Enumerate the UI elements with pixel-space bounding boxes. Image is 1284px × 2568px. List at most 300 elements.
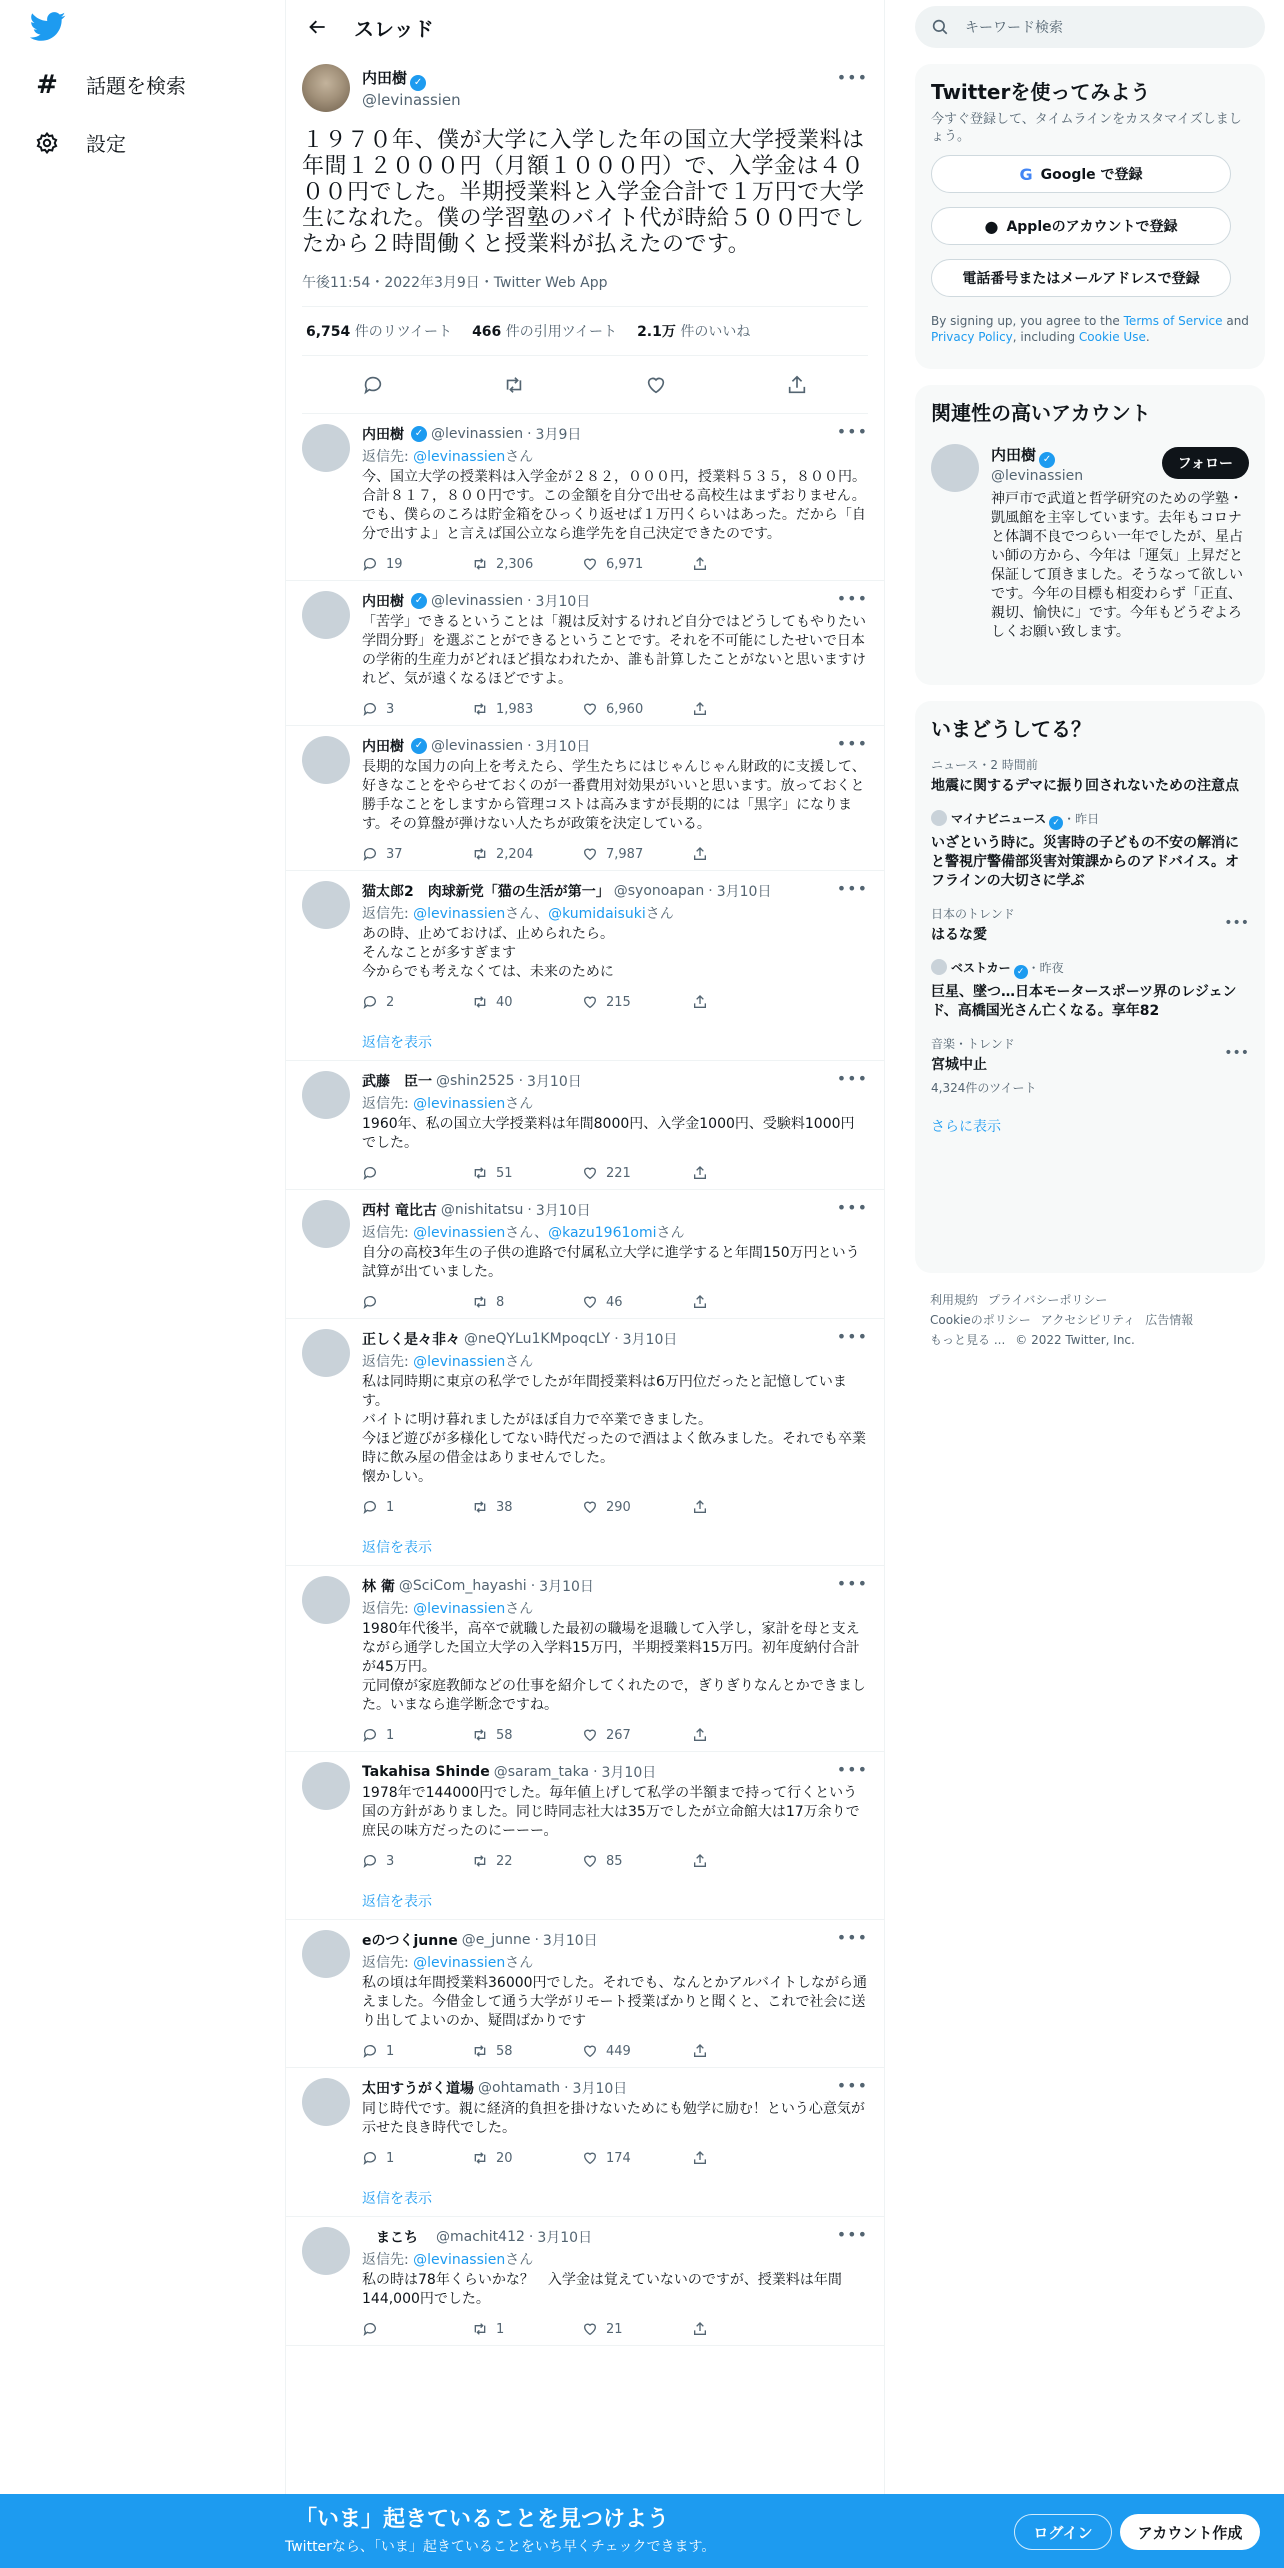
reply-text: 1980年代後半，高卒で就職した最初の職場を退職して入学し，家計を母と支えながら通学した国立大学の入学料15万円，半期授業料15万円。初年度納付合計が45万円。 元同僚が家庭教師などの仕事を紹介してくれたので，ぎりぎりなんとかできました。いまなら進学断念ですね。: [362, 1621, 866, 1713]
reply-tweet[interactable]: [286, 726, 884, 871]
like-button[interactable]: [645, 374, 667, 396]
like-count: 6,971: [606, 556, 644, 572]
reply-date[interactable]: 3月10日: [539, 1579, 594, 1595]
retweet-button[interactable]: [503, 374, 525, 396]
retweet-count: 8: [496, 1294, 505, 1310]
login-button[interactable]: ログイン: [1014, 2514, 1112, 2550]
related-name[interactable]: 内田樹: [991, 446, 1037, 464]
reply-text: 1960年、私の国立大学授業料は年間8000円、入学金1000円、受験料1000円でした。: [362, 1116, 855, 1151]
reply-actions: [362, 1165, 868, 1181]
reply-author-handle[interactable]: @levinassien: [431, 593, 524, 609]
reply-author-handle[interactable]: @neQYLu1KMpoqcLY: [464, 1331, 611, 1347]
twitter-logo-icon[interactable]: [30, 12, 70, 46]
focus-tweet: [286, 54, 884, 414]
share-icon: [692, 1499, 708, 1515]
trends-show-more[interactable]: さらに表示: [931, 1119, 1001, 1135]
reply-author-name[interactable]: 林 衛: [362, 1579, 395, 1595]
bottom-signup-bar: [0, 2494, 1284, 2568]
trend-item[interactable]: [931, 905, 1249, 945]
retweet-button[interactable]: [472, 2043, 582, 2059]
mention-link[interactable]: @levinassien: [413, 1955, 506, 1971]
more-options-icon[interactable]: •••: [836, 1069, 868, 1088]
reply-author-name[interactable]: 西村 竜比古: [362, 1203, 437, 1219]
search-box[interactable]: [915, 6, 1265, 48]
bottom-bar-subtitle: Twitterなら、「いま」起きていることをいち早くチェックできます。: [285, 2539, 716, 2555]
trends-title: いまどうしてる？: [931, 717, 1091, 741]
like-count: 174: [606, 2150, 631, 2166]
mention-link[interactable]: @kumidaisuki: [548, 906, 646, 922]
more-options-icon[interactable]: •••: [836, 2225, 868, 2244]
retweet-icon: [472, 994, 488, 1010]
reply-icon: [362, 1165, 378, 1181]
reply-author-handle[interactable]: @e_junne: [461, 1932, 531, 1948]
reply-tweet[interactable]: [286, 1752, 884, 1920]
left-nav: [0, 0, 285, 2568]
reply-date[interactable]: 3月10日: [601, 1765, 657, 1781]
reply-header: [362, 591, 868, 611]
signup-card-title: Twitterを使ってみよう: [931, 80, 1151, 104]
avatar[interactable]: [302, 1071, 350, 1119]
focus-author-name[interactable]: 内田樹: [362, 69, 408, 87]
reply-actions: [362, 1853, 868, 1869]
avatar[interactable]: [931, 444, 979, 492]
trend-title: 巨星、墜つ…日本モータースポーツ界のレジェンド、高橋国光さん亡くなる。享年82: [931, 984, 1237, 1019]
footer-links: [930, 1290, 1250, 1350]
show-replies-link[interactable]: 返信を表示: [362, 1894, 432, 1910]
verified-badge-icon: ✓: [411, 426, 427, 442]
reply-author-handle[interactable]: @shin2525: [436, 1073, 515, 1089]
reply-date[interactable]: 3月10日: [572, 2081, 628, 2097]
trend-meta: マイナビニュース ✓ ・昨日: [931, 810, 1249, 830]
more-options-icon[interactable]: •••: [836, 1928, 868, 1947]
reply-icon: [362, 994, 378, 1010]
reply-author-name[interactable]: 武藤 臣一: [362, 1074, 432, 1090]
reply-author-handle[interactable]: @levinassien: [431, 738, 524, 754]
reply-tweet[interactable]: [286, 1920, 884, 2068]
reply-button[interactable]: [362, 2150, 472, 2166]
share-button[interactable]: [692, 2321, 708, 2337]
mention-link[interactable]: @levinassien: [413, 449, 506, 465]
reply-header: [362, 736, 868, 756]
reply-author-name[interactable]: Takahisa Shinde: [362, 1764, 490, 1780]
reply-author-name[interactable]: 内田樹: [362, 594, 404, 610]
reply-button[interactable]: [362, 556, 472, 572]
reply-count: 3: [386, 1853, 395, 1869]
like-button[interactable]: [582, 2150, 692, 2166]
reply-actions: [362, 1727, 868, 1743]
back-button[interactable]: [300, 9, 336, 45]
bottom-bar-title: 「いま」起きていることを見つけよう: [295, 2507, 670, 2532]
reply-author-handle[interactable]: @levinassien: [431, 426, 524, 442]
reply-button[interactable]: [362, 994, 472, 1010]
nav-explore[interactable]: [34, 70, 186, 99]
retweet-icon: [472, 846, 488, 862]
share-button[interactable]: [692, 2043, 708, 2059]
more-options-icon[interactable]: •••: [836, 68, 868, 87]
reply-icon: [362, 1727, 378, 1743]
mention-link[interactable]: @levinassien: [413, 1225, 506, 1241]
reply-actions: [362, 846, 868, 862]
like-button[interactable]: [582, 2321, 692, 2337]
reply-tweet[interactable]: [286, 2217, 884, 2346]
reply-date[interactable]: 3月10日: [535, 594, 591, 610]
verified-badge-icon: ✓: [411, 738, 427, 754]
reply-text: 私の頃は年間授業料36000円でした。それでも、なんとかアルバイトしながら通えました。今借金して通う大学がリモート授業ばかりと聞くと、これで社会に送り出してよいのか、疑問ばかりです: [362, 1975, 867, 2029]
follow-button[interactable]: フォロー: [1162, 447, 1249, 479]
quote-count[interactable]: 466 件の引用ツイート: [472, 324, 618, 340]
share-icon: [692, 1294, 708, 1310]
focus-tweet-meta[interactable]: 午後11:54・2022年3月9日・Twitter Web App: [302, 272, 868, 307]
avatar[interactable]: [302, 1930, 350, 1978]
reply-author-handle[interactable]: @ohtamath: [478, 2080, 561, 2096]
terms-link[interactable]: Terms of Service: [1123, 314, 1223, 328]
like-button[interactable]: [582, 701, 692, 717]
like-count: 449: [606, 2043, 631, 2059]
signup-card: [915, 64, 1265, 369]
related-handle[interactable]: @levinassien: [991, 468, 1084, 484]
reply-date[interactable]: 3月10日: [535, 739, 591, 755]
share-button[interactable]: [692, 846, 708, 862]
share-icon: [692, 994, 708, 1010]
reply-icon: [362, 2043, 378, 2059]
reply-author-handle[interactable]: @saram_taka: [493, 1764, 590, 1780]
reply-count: 19: [386, 556, 403, 572]
retweet-icon: [472, 701, 488, 717]
reply-to: 返信先: @levinassienさん、@kumidaisukiさん: [362, 906, 674, 922]
footer-link[interactable]: 広告情報: [1145, 1313, 1194, 1327]
main-column: [285, 0, 885, 2568]
share-icon: [692, 701, 708, 717]
trend-meta: 音楽・トレンド: [931, 1037, 1015, 1051]
reply-author-name[interactable]: 太田すうがく道場: [362, 2081, 474, 2097]
reply-tweet[interactable]: [286, 581, 884, 726]
retweet-count[interactable]: 6,754 件のリツイート: [306, 324, 453, 340]
retweet-icon: [472, 2321, 488, 2337]
share-button[interactable]: [692, 701, 708, 717]
reply-sep: ·: [528, 2229, 534, 2245]
heart-icon: [582, 1165, 598, 1181]
focus-tweet-stats: [302, 307, 868, 356]
retweet-icon: [472, 1294, 488, 1310]
more-options-icon[interactable]: •••: [836, 1574, 868, 1593]
reply-author-name[interactable]: eのつくjunne: [362, 1933, 458, 1949]
retweet-button[interactable]: [472, 1853, 582, 1869]
footer-link[interactable]: プライバシーポリシー: [988, 1293, 1108, 1307]
avatar[interactable]: [302, 2227, 350, 2275]
reply-actions: [362, 556, 868, 572]
avatar: [931, 810, 947, 826]
search-icon: [931, 18, 949, 36]
reply-tweet[interactable]: [286, 1319, 884, 1566]
share-icon: [692, 2321, 708, 2337]
retweet-count: 58: [496, 2043, 513, 2059]
reply-author-handle[interactable]: @SciCom_hayashi: [398, 1578, 527, 1594]
reply-text: 私の時は78年くらいかな？ 入学金は覚えていないのですが、授業料は年間144,000円でした。: [362, 2272, 842, 2307]
reply-button[interactable]: [362, 2321, 472, 2337]
share-icon: [692, 2043, 708, 2059]
reply-author-name[interactable]: まこち: [362, 2230, 432, 2246]
reply-sep: ·: [534, 1932, 539, 1948]
retweet-count: 58: [496, 1727, 513, 1743]
reply-actions: [362, 701, 868, 717]
gear-icon: [34, 130, 60, 156]
reply-date[interactable]: 3月10日: [542, 1933, 598, 1949]
avatar[interactable]: [302, 1329, 350, 1377]
reply-text: 長期的な国力の向上を考えたら、学生たちにはじゃんじゃん財政的に支援して、好きなことをやらせておくのが一番費用対効果がいいと思います。放っておくと勝手なことをしますから管理コストは高みますが長期的には「黒字」になります。その算盤が弾けない人たちが政策を決定している。: [362, 759, 866, 832]
footer-link[interactable]: Cookieのポリシー: [930, 1313, 1031, 1327]
trend-item[interactable]: [931, 1035, 1249, 1096]
trend-item[interactable]: [931, 959, 1249, 1021]
reply-to: 返信先: @levinassienさん、@kazu1961omiさん: [362, 1225, 685, 1241]
reply-header: [362, 424, 868, 444]
trend-title: 地震に関するデマに振り回されないための注意点: [931, 778, 1239, 794]
retweet-icon: [472, 1853, 488, 1869]
reply-sep: ·: [527, 1202, 532, 1218]
more-options-icon[interactable]: •••: [836, 422, 868, 441]
reply-date[interactable]: 3月10日: [537, 2230, 593, 2246]
footer-link[interactable]: アクセシビリティ: [1040, 1313, 1136, 1327]
like-button[interactable]: [582, 556, 692, 572]
share-button[interactable]: [692, 556, 708, 572]
reply-sep: ·: [527, 426, 532, 442]
retweet-icon: [472, 2043, 488, 2059]
mention-link[interactable]: @levinassien: [413, 1601, 506, 1617]
reply-author-name[interactable]: 猫太郎2 肉球新党「猫の生活が第一」: [362, 884, 610, 900]
google-signup-button[interactable]: G Google で登録: [931, 155, 1231, 193]
reply-to: 返信先: @levinassienさん: [362, 2252, 534, 2268]
share-button[interactable]: [692, 1499, 708, 1515]
footer-link[interactable]: もっと見る ...: [930, 1333, 1006, 1347]
reply-date[interactable]: 3月10日: [622, 1332, 678, 1348]
related-bio: 神戸市で武道と哲学研究のための学塾・凱風館を主宰しています。去年もコロナと体調不良でつらい一年でしたが、星占い師の方から、今年は「運気」上昇だと保証して頂きました。そうなって欲しいです。今年の目標も相変わらず「正直、親切、愉快に」です。今年もどうぞよろしくお願い致します。: [991, 491, 1243, 640]
reply-to: 返信先: @levinassienさん: [362, 1601, 534, 1617]
cookie-link[interactable]: Cookie Use: [1078, 330, 1146, 344]
heart-icon: [582, 1853, 598, 1869]
like-button[interactable]: [582, 2043, 692, 2059]
heart-icon: [582, 2321, 598, 2337]
like-count[interactable]: 2.1万 件のいいね: [637, 324, 751, 340]
reply-actions: [362, 2043, 868, 2059]
like-button[interactable]: [582, 1727, 692, 1743]
reply-button[interactable]: [362, 1727, 472, 1743]
share-icon: [692, 1853, 708, 1869]
apple-icon: ●: [984, 216, 999, 236]
trend-item[interactable]: [931, 810, 1249, 891]
reply-date[interactable]: 3月9日: [535, 427, 582, 443]
show-replies-link[interactable]: 返信を表示: [362, 1540, 432, 1556]
like-button[interactable]: [582, 1499, 692, 1515]
reply-date[interactable]: 3月10日: [716, 884, 772, 900]
avatar[interactable]: [302, 1200, 350, 1248]
more-options-icon[interactable]: •••: [836, 1760, 868, 1779]
verified-badge-icon: ✓: [1014, 965, 1028, 979]
reply-date[interactable]: 3月10日: [535, 1203, 591, 1219]
avatar[interactable]: [302, 1576, 350, 1624]
copyright: © 2022 Twitter, Inc.: [1015, 1333, 1135, 1347]
retweet-icon: [472, 1727, 488, 1743]
reply-icon: [362, 1499, 378, 1515]
footer-link[interactable]: 利用規約: [930, 1293, 979, 1307]
more-options-icon[interactable]: •••: [836, 879, 868, 898]
reply-sep: ·: [527, 738, 532, 754]
reply-tweet[interactable]: [286, 1566, 884, 1752]
retweet-button[interactable]: [472, 701, 582, 717]
show-replies-link[interactable]: 返信を表示: [362, 1035, 432, 1051]
retweet-icon: [503, 374, 525, 396]
related-accounts-card: [915, 385, 1265, 685]
mention-link[interactable]: @levinassien: [413, 906, 506, 922]
reply-author-name[interactable]: 正しく是々非々: [362, 1332, 460, 1348]
reply-text: 私は同時期に東京の私学でしたが年間授業料は6万円位だったと記憶しています。 バイトに明け暮れましたがほぼ自力で卒業できました。 今ほど遊びが多様化してない時代だったので酒はよく飲みました。それでも卒業時に飲み屋の借金はありませんでした。 懐かしい。: [362, 1374, 866, 1485]
like-button[interactable]: [582, 846, 692, 862]
retweet-count: 38: [496, 1499, 513, 1515]
focus-author-handle[interactable]: @levinassien: [362, 91, 461, 109]
share-button[interactable]: [786, 374, 808, 396]
reply-author-name[interactable]: 内田樹: [362, 427, 404, 443]
more-options-icon[interactable]: •••: [836, 589, 868, 608]
share-icon: [692, 556, 708, 572]
retweet-icon: [472, 2150, 488, 2166]
share-button[interactable]: [692, 1727, 708, 1743]
hashtag-icon: #: [36, 69, 58, 100]
reply-tweet[interactable]: [286, 1061, 884, 1190]
reply-button[interactable]: [362, 1499, 472, 1515]
nav-settings[interactable]: [34, 128, 126, 157]
reply-tweet[interactable]: [286, 1190, 884, 1319]
reply-date[interactable]: 3月10日: [527, 1074, 582, 1090]
more-options-icon[interactable]: •••: [836, 1198, 868, 1217]
more-options-icon[interactable]: •••: [836, 2076, 868, 2095]
terms-text: By signing up, you agree to the Terms of Service and Privacy Policy, including Cookie Use.: [931, 314, 1249, 344]
reply-tweet[interactable]: [286, 414, 884, 581]
share-button[interactable]: [692, 1853, 708, 1869]
search-input[interactable]: キーワード検索: [965, 20, 1063, 36]
retweet-button[interactable]: [472, 2150, 582, 2166]
trend-title: はるな愛: [931, 927, 987, 943]
signup-button[interactable]: アカウント作成: [1120, 2514, 1260, 2550]
retweet-button[interactable]: [472, 556, 582, 572]
mention-link[interactable]: @levinassien: [413, 1096, 506, 1112]
reply-header: [362, 2078, 868, 2098]
avatar[interactable]: [302, 881, 350, 929]
reply-button[interactable]: [362, 1165, 472, 1181]
reply-author-name[interactable]: 内田樹: [362, 739, 404, 755]
trend-meta: ベストカー ✓ ・昨夜: [931, 959, 1249, 979]
reply-button[interactable]: [362, 1294, 472, 1310]
mention-link[interactable]: @kazu1961omi: [548, 1225, 657, 1241]
reply-text: 同じ時代です。親に経済的負担を掛けないためにも勉学に励む！という心意気が示せた良き時代でした。: [362, 2101, 865, 2136]
reply-sep: ·: [614, 1331, 619, 1347]
more-options-icon[interactable]: •••: [1224, 915, 1249, 931]
reply-header: [362, 881, 868, 901]
reply-sep: ·: [708, 883, 713, 899]
reply-author-handle[interactable]: @machit412: [436, 2229, 525, 2245]
reply-author-handle[interactable]: @nishitatsu: [440, 1202, 524, 1218]
related-title: 関連性の高いアカウント: [931, 401, 1151, 425]
reply-button[interactable]: [362, 846, 472, 862]
reply-tweet[interactable]: [286, 871, 884, 1061]
reply-author-handle[interactable]: @syonoapan: [613, 883, 705, 899]
more-options-icon[interactable]: •••: [1224, 1045, 1249, 1061]
reply-text: 「苦学」できるということは「親は反対するけれど自分ではどうしてもやりたい学問分野」を選ぶことができるということです。それを不可能にしたせいで日本の学術的生産力がどれほど損なわれたか、誰も計算したことがないと思いますけれど、気が遠くなるほどですよ。: [362, 614, 866, 687]
retweet-button[interactable]: [472, 1165, 582, 1181]
retweet-button[interactable]: [472, 1294, 582, 1310]
heart-icon: [582, 2043, 598, 2059]
trend-item[interactable]: [931, 756, 1249, 796]
share-button[interactable]: [692, 2150, 708, 2166]
reply-to: 返信先: @levinassienさん: [362, 1955, 534, 1971]
like-count: 221: [606, 1165, 631, 1181]
reply-button[interactable]: [362, 701, 472, 717]
reply-list: [286, 414, 884, 2346]
reply-sep: ·: [564, 2080, 569, 2096]
share-button[interactable]: [692, 1165, 708, 1181]
avatar[interactable]: [302, 64, 350, 112]
more-options-icon[interactable]: •••: [836, 1327, 868, 1346]
reply-text: 自分の高校3年生の子供の進路で付属私立大学に進学すると年間150万円という試算が出ていました。: [362, 1245, 860, 1280]
reply-sep: ·: [530, 1578, 536, 1594]
like-button[interactable]: [582, 1294, 692, 1310]
mention-link[interactable]: @levinassien: [413, 1354, 506, 1370]
trend-title: 宮城中止: [931, 1057, 987, 1073]
reply-count: 1: [386, 1499, 395, 1515]
focus-tweet-actions: [302, 356, 868, 414]
share-button[interactable]: [692, 994, 708, 1010]
reply-sep: ·: [518, 1073, 524, 1089]
phone-signup-button[interactable]: 電話番号またはメールアドレスで登録: [931, 259, 1231, 297]
show-replies-link[interactable]: 返信を表示: [362, 2191, 432, 2207]
share-icon: [692, 1165, 708, 1181]
retweet-icon: [472, 1165, 488, 1181]
retweet-button[interactable]: [472, 1727, 582, 1743]
reply-tweet[interactable]: [286, 2068, 884, 2217]
avatar[interactable]: [302, 1762, 350, 1810]
reply-text: 今、国立大学の授業料は入学金が２８２，０００円，授業料５３５，８００円。合計８１７，８００円です。この金額を自分で出せる高校生はまずおりません。でも、僕らのころは貯金箱をひっくり返せば１万円くらいはあった。だから「自分で出すよ」と言えば国公立なら進学先を自己決定できたのです。: [362, 469, 866, 542]
apple-signup-button[interactable]: ● Appleのアカウントで登録: [931, 207, 1231, 245]
avatar[interactable]: [302, 2078, 350, 2126]
verified-badge-icon: ✓: [1039, 452, 1055, 468]
nav-settings-label: 設定: [86, 132, 126, 156]
trend-title: いざという時に。災害時の子どもの不安の解消にと警視庁警備部災害対策課からのアドバイス。オフラインの大切さに学ぶ: [931, 835, 1239, 889]
retweet-count: 1,983: [496, 701, 534, 717]
avatar[interactable]: [302, 736, 350, 784]
like-button[interactable]: [582, 994, 692, 1010]
reply-icon: [362, 374, 384, 396]
avatar[interactable]: [302, 591, 350, 639]
reply-button[interactable]: [362, 374, 384, 396]
like-count: 290: [606, 1499, 631, 1515]
reply-to: 返信先: @levinassienさん: [362, 1096, 534, 1112]
retweet-button[interactable]: [472, 2321, 582, 2337]
like-count: 46: [606, 1294, 623, 1310]
retweet-button[interactable]: [472, 846, 582, 862]
verified-badge-icon: ✓: [1049, 816, 1063, 830]
more-options-icon[interactable]: •••: [836, 734, 868, 753]
heart-icon: [582, 2150, 598, 2166]
avatar[interactable]: [302, 424, 350, 472]
reply-button[interactable]: [362, 1853, 472, 1869]
privacy-link[interactable]: Privacy Policy: [931, 330, 1013, 344]
reply-sep: ·: [593, 1764, 598, 1780]
retweet-button[interactable]: [472, 994, 582, 1010]
verified-badge-icon: ✓: [410, 75, 426, 91]
retweet-button[interactable]: [472, 1499, 582, 1515]
reply-button[interactable]: [362, 2043, 472, 2059]
share-button[interactable]: [692, 1294, 708, 1310]
mention-link[interactable]: @levinassien: [413, 2252, 506, 2268]
like-button[interactable]: [582, 1165, 692, 1181]
like-button[interactable]: [582, 1853, 692, 1869]
